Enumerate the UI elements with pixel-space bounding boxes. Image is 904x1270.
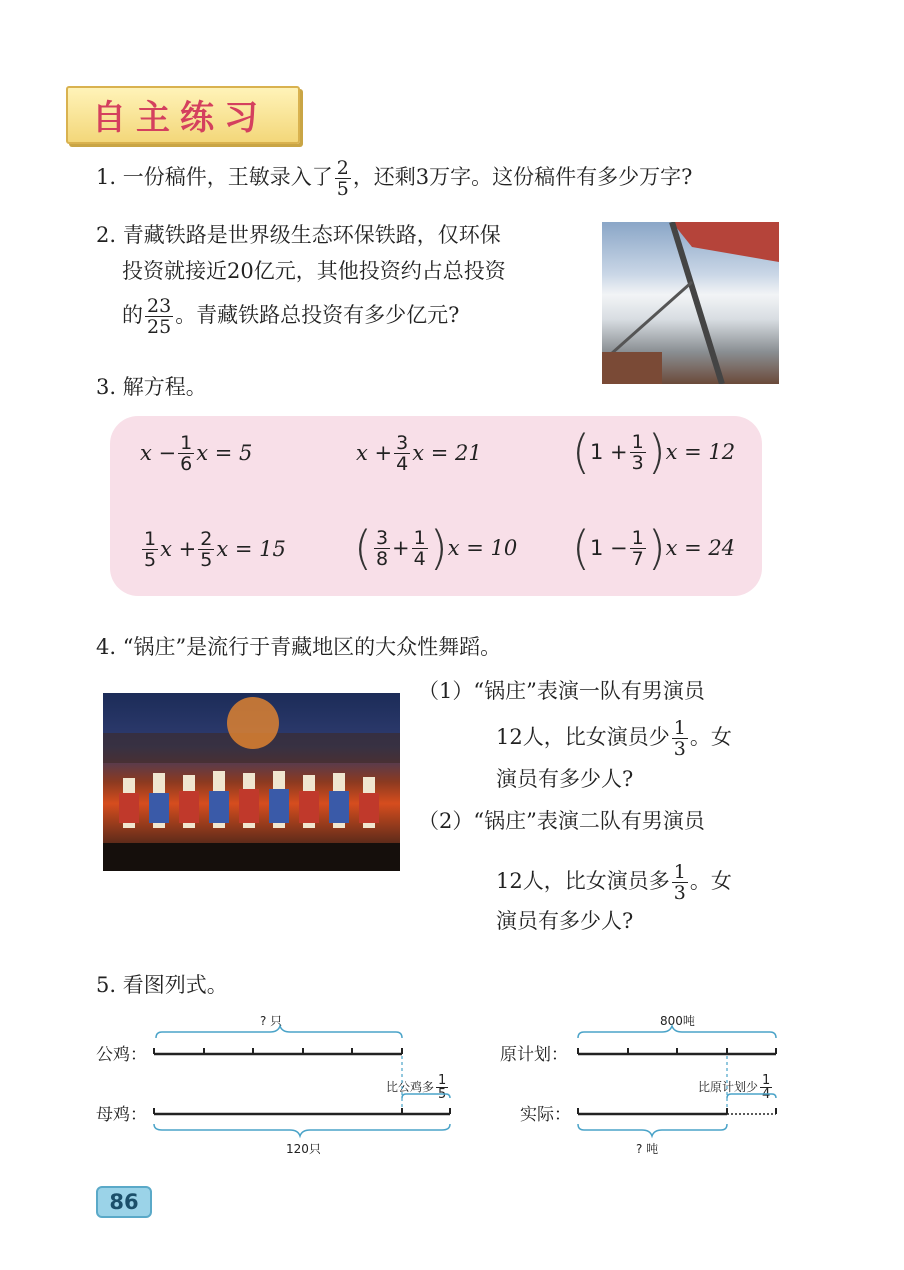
rooster-label: 公鸡： (96, 1045, 147, 1065)
question-2-line-2: 投资就接近20亿元，其他投资约占总投资 (122, 259, 506, 283)
question-4-part-2-line-2: 12人，比女演员多 $\frac{1}{3}$ 。女 (496, 861, 732, 904)
question-2-line-1: 2. 青藏铁路是世界级生态环保铁路，仅环保 (96, 223, 501, 247)
page-number: 86 (96, 1186, 152, 1218)
railway-photo-icon (602, 222, 779, 384)
planned-label: 原计划： (500, 1045, 568, 1065)
question-4-part-1-line-2: 12人，比女演员少 $\frac{1}{3}$ 。女 (496, 717, 732, 760)
equation-3: ( 1 + $\frac{1}{3}$ ) x = 12 (572, 425, 736, 479)
question-4-part-2-line-1: （2）“锅庄”表演二队有男演员 (418, 809, 705, 833)
rooster-hen-diagram (140, 1020, 470, 1144)
question-3-title: 3. 解方程。 (96, 375, 207, 399)
question-5-title: 5. 看图列式。 (96, 973, 228, 997)
section-title: 自主练习 (92, 98, 268, 138)
question-4-part-1-line-1: （1）“锅庄”表演一队有男演员 (418, 679, 705, 703)
rooster-unknown-label: ? 只 (260, 1014, 283, 1028)
planned-total-label: 800吨 (660, 1014, 695, 1028)
equation-5: ( $\frac{3}{8}$ + $\frac{1}{4}$ ) x = 10 (354, 521, 518, 575)
question-2-line-3: 的 $\frac{23}{25}$ 。青藏铁路总投资有多少亿元? (122, 295, 460, 338)
fraction: $\frac{2}{5}$ (336, 157, 349, 200)
equation-1: x − $\frac{1}{6}$ x = 5 (140, 431, 253, 475)
equation-4: $\frac{1}{5}$ x + $\frac{2}{5}$ x = 15 (144, 527, 286, 571)
question-1: 1. 一份稿件，王敏录入了 $\frac{2}{5}$ ，还剩3万字。这份稿件有多少万字? (96, 157, 693, 200)
equation-6: ( 1 − $\frac{1}{7}$ ) x = 24 (572, 521, 736, 575)
dance-photo-icon (103, 693, 400, 871)
equation-2: x + $\frac{3}{4}$ x = 21 (356, 431, 482, 475)
question-4-part-1-line-3: 演员有多少人? (496, 767, 634, 791)
actual-note: 比原计划少 $\frac{1}{4}$ (698, 1073, 771, 1102)
actual-label: 实际： (520, 1105, 571, 1125)
hen-total-label: 120只 (286, 1142, 321, 1156)
plan-actual-diagram (570, 1020, 790, 1144)
actual-unknown-label: ? 吨 (636, 1142, 659, 1156)
question-4-part-2-line-3: 演员有多少人? (496, 909, 634, 933)
hen-note: 比公鸡多 $\frac{1}{5}$ (386, 1073, 447, 1102)
question-4-title: 4. “锅庄”是流行于青藏地区的大众性舞蹈。 (96, 635, 502, 659)
hen-label: 母鸡： (96, 1105, 147, 1125)
